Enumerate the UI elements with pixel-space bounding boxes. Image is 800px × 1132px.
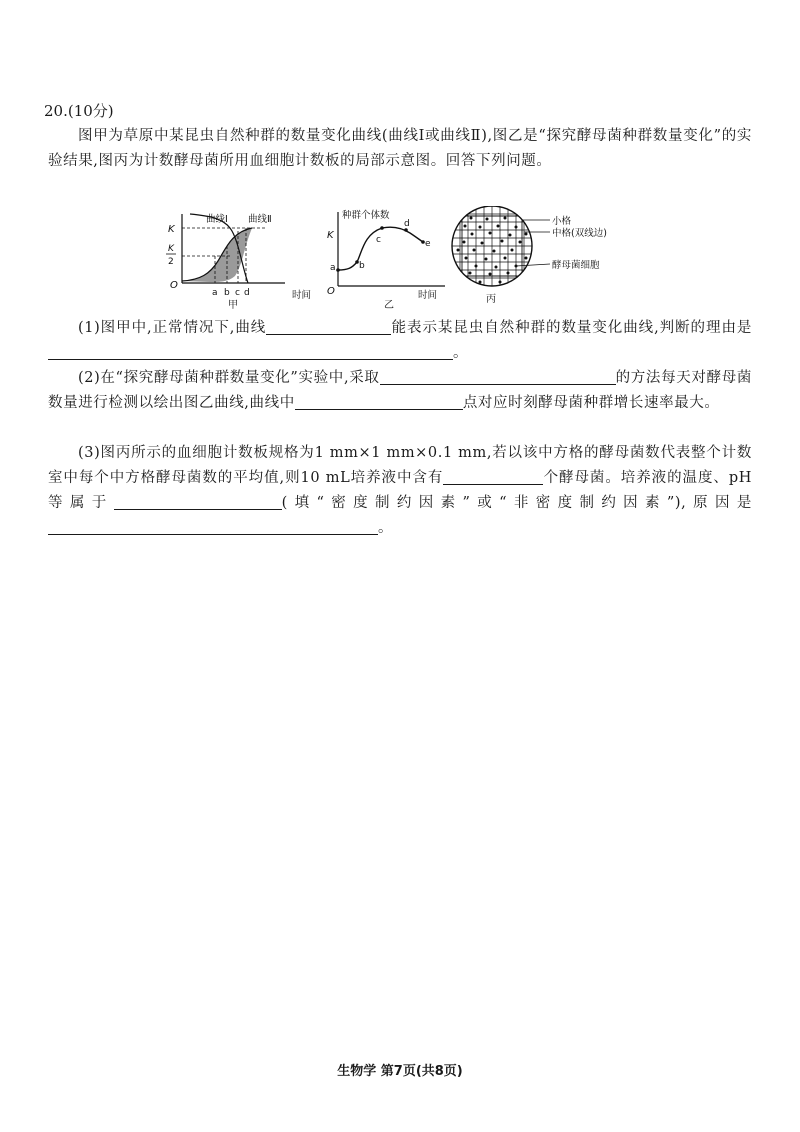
jia-curve2-label: 曲线Ⅱ: [248, 214, 272, 225]
q3-mid2: (填“密度制约因素”或“非密度制约因素”),原因是: [281, 495, 752, 511]
q3-blank-reason[interactable]: [48, 518, 378, 535]
jia-point-b: b: [224, 288, 230, 298]
page-footer: 生物学 第7页(共8页): [337, 1064, 463, 1079]
jia-curve1-label: 曲线Ⅰ: [206, 214, 228, 225]
yi-k-label: K: [327, 230, 334, 241]
bing-label-cell: 酵母菌细胞: [552, 260, 600, 271]
question-score: (10分): [67, 102, 114, 120]
q1-prefix: (1)图甲中,正常情况下,曲线: [78, 320, 267, 336]
q2-blank-point[interactable]: [295, 393, 463, 410]
q3-end: 。: [378, 520, 394, 536]
yi-point-a: a: [330, 263, 336, 273]
jia-point-c: c: [235, 288, 240, 298]
q3-text: [48, 441, 752, 541]
bing-label-medium: 中格(双线边): [552, 228, 607, 239]
jia-origin: O: [170, 280, 178, 291]
yi-origin: O: [327, 286, 335, 297]
jia-khalf-top: K: [168, 244, 174, 254]
jia-point-a: a: [212, 288, 218, 298]
q3-prefix: (3)图丙所示的血细胞计数板规格为1 mm×1 mm×0.1 mm,若以该中方格的酵母菌数代表整个计数室中每个中方格酵母菌数的平均值,则10 mL培养液中含有: [48, 445, 752, 486]
yi-point-e: e: [425, 239, 431, 249]
q1-mid: 能表示某昆虫自然种群的数量变化曲线,判断的理由是: [391, 320, 752, 336]
q1-blank-reason[interactable]: [48, 343, 453, 360]
yi-dot-a: [336, 268, 340, 272]
q2-mid: 的方法每天对酵母菌数量进行检测以绘出图乙曲线,曲线中: [48, 370, 752, 411]
figure-yi: [327, 209, 445, 311]
yi-point-d: d: [404, 219, 410, 229]
figure-bing: [452, 206, 607, 305]
figure-group: [160, 206, 630, 312]
question-intro: 图甲为草原中某昆虫自然种群的数量变化曲线(曲线Ⅰ或曲线Ⅱ),图乙是“探究酵母菌种群数量变化”的实验结果,图丙为计数酵母菌所用血细胞计数板的局部示意图。回答下列问题。: [48, 128, 752, 169]
figure-jia: [166, 213, 311, 311]
bing-label-small: 小格: [552, 216, 572, 227]
q3-blank-factor[interactable]: [114, 493, 282, 510]
jia-x-label: 时间: [292, 290, 312, 301]
jia-khalf-bottom: 2: [168, 257, 174, 267]
q2-prefix: (2)在“探究酵母菌种群数量变化”实验中,采取: [78, 370, 380, 386]
yi-caption: 乙: [384, 300, 394, 311]
jia-point-d: d: [244, 288, 250, 298]
question-number: 20.: [44, 102, 68, 120]
yi-x-label: 时间: [418, 290, 438, 301]
q2-blank-method[interactable]: [380, 368, 616, 385]
yi-y-label: 种群个体数: [342, 210, 390, 221]
jia-caption: 甲: [228, 300, 238, 311]
yi-point-c: c: [376, 235, 381, 245]
q3-blank-count[interactable]: [443, 468, 543, 485]
q1-text: [48, 316, 752, 366]
jia-k-label: K: [168, 224, 175, 235]
yi-dot-c: [380, 226, 384, 230]
question-heading: [44, 100, 114, 121]
q1-blank-curve[interactable]: [266, 318, 391, 335]
jia-shaded-area: [182, 228, 252, 282]
q2-end: 点对应时刻酵母菌种群增长速率最大。: [462, 395, 720, 411]
yi-curve: [338, 227, 423, 270]
q1-end: 。: [453, 345, 469, 361]
figure-svg: [160, 206, 630, 312]
bing-caption: 丙: [486, 294, 496, 305]
q2-text: [48, 366, 752, 416]
bing-leader-cell: [516, 264, 550, 266]
q3-mid1: 个酵母菌。培养液的温度、pH等属于: [48, 470, 752, 511]
yi-point-b: b: [359, 261, 365, 271]
